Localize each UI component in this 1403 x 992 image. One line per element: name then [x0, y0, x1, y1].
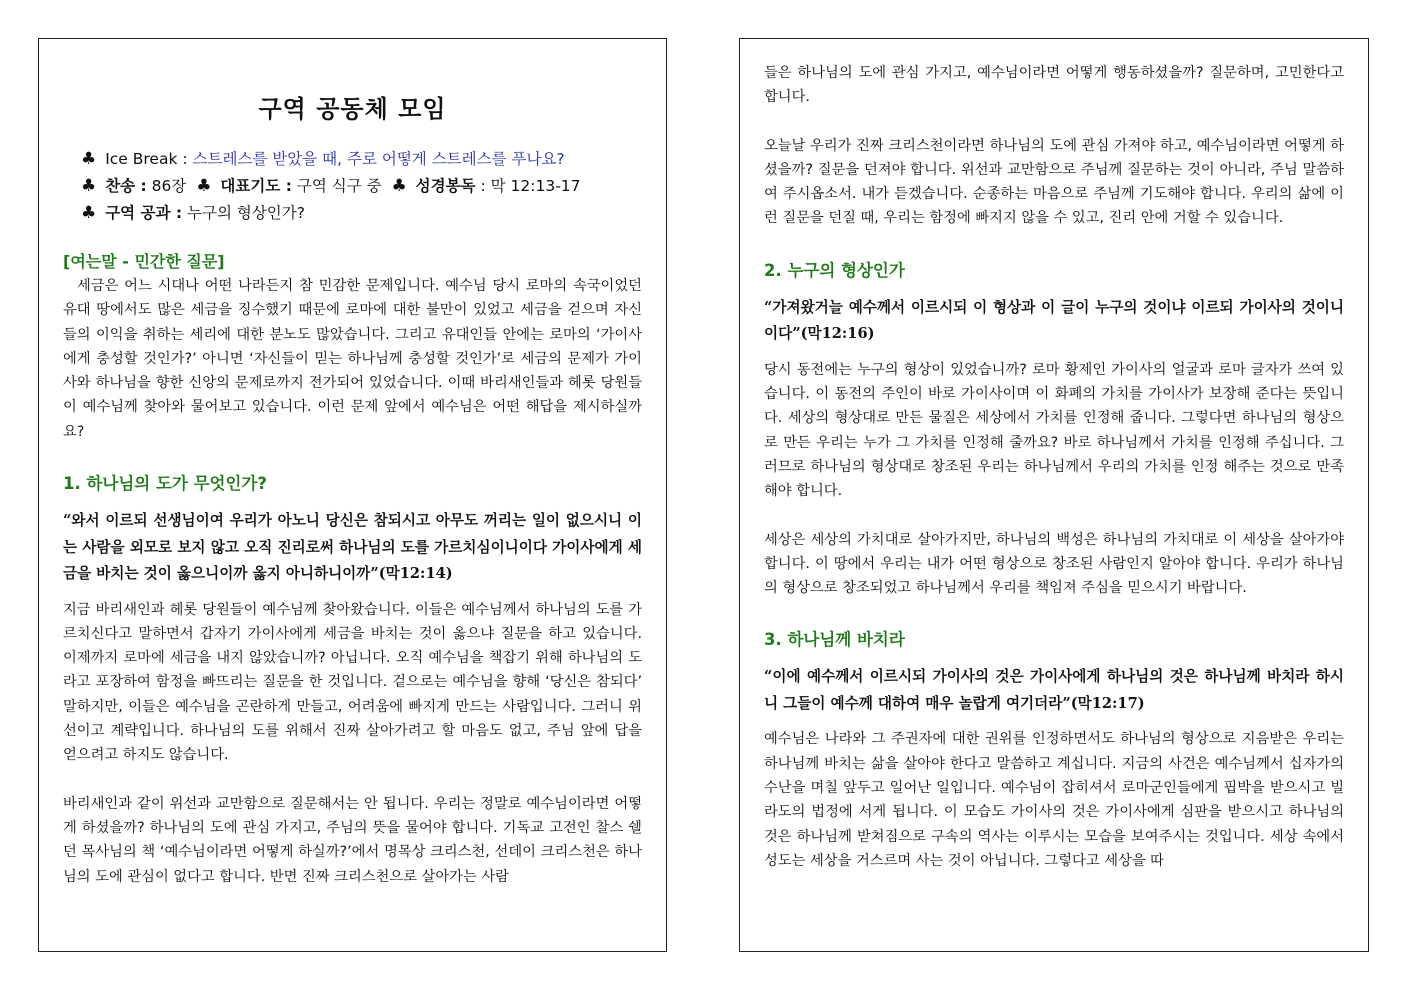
club-icon: ♣ [81, 203, 97, 223]
section-2-paragraph-1: 당시 동전에는 누구의 형상이 있었습니까? 로마 황제인 가이사의 얼굴과 로마 글자가 쓰여 있습니다. 이 동전의 주인이 바로 가이사이며 이 화폐의 가치를 가이사가 보장해 준다는 뜻입니다. 세상의 형상대로 만든 물질은 세상에서 가치를 인정해 줍니다. 그렇다면 하나님의 형상으로 만든 우리는 누가 그 가치를 인정해 줄까요? 바로 하나님께서 가치를 인정해 주십니다. 그러므로 하나님의 형상대로 창조된 우리는 하나님께서 우리의 가치를 인정 해주는 것으로 만족해야 합니다. [764, 361, 1344, 500]
opening-heading: [여는말 - 민간한 질문] [63, 252, 225, 271]
lesson-line [81, 200, 642, 227]
lesson-label: 구역 공과 : [105, 204, 183, 222]
left-page [38, 38, 667, 952]
right-page [739, 38, 1369, 952]
section-3-quote: “이에 예수께서 이르시되 가이사의 것은 가이사에게 하나님의 것은 하나님께 바치라 하시니 그들이 예수께 대하여 매우 놀랍게 여기더라”(막12:17) [764, 668, 1344, 712]
section-1-quote: “와서 이르되 선생님이여 우리가 아노니 당신은 참되시고 아무도 꺼리는 일이 없으시니 이는 사람을 외모로 보지 않고 오직 진리로써 하나님의 도를 가르치심이니이다 가이사에게 세금을 바치는 것이 옳으니이까 옳지 아니하니이까”(막12:14) [63, 512, 642, 583]
meeting-info [63, 146, 642, 227]
reading-label: 성경봉독 [415, 177, 476, 195]
lesson-value: 누구의 형상인가? [187, 204, 305, 222]
prayer-label: 대표기도 : [220, 177, 292, 195]
continued-paragraph-1: 들은 하나님의 도에 관심 가지고, 예수님이라면 어떻게 행동하셨을까? 질문하며, 고민한다고 합니다. [764, 65, 1344, 106]
club-icon: ♣ [81, 176, 97, 196]
club-icon: ♣ [81, 149, 97, 169]
club-icon: ♣ [196, 176, 212, 196]
section-2-heading: 2. 누구의 형상인가 [764, 260, 905, 280]
section-2-quote: “가져왔거늘 예수께서 이르시되 이 형상과 이 글이 누구의 것이냐 이르되 가이사의 것이니이다”(막12:16) [764, 298, 1344, 343]
section-3-heading: 3. 하나님께 바치라 [764, 630, 905, 650]
hymn-value: 86장 [151, 177, 187, 195]
opening-paragraph: 세금은 어느 시대나 어떤 나라든지 참 민감한 문제입니다. 예수님 당시 로마의 속국이었던 유대 땅에서도 많은 세금을 징수했기 때문에 로마에 대한 불만이 있었고 세금을 걷으며 자신들의 이익을 취하는 세리에 대한 분노도 많았습니다. 그리고 유대인들 안에는 로마의 ‘가이사에게 충성할 것인가?’ 아니면 ‘자신들이 믿는 하나님께 충성할 것인가’로 세금의 문제가 가이사와 하나님을 향한 신앙의 문제로까지 전가되어 있었습니다. 이때 바리새인들과 헤롯 당원들이 예수님께 찾아와 물어보고 있습니다. 이런 문제 앞에서 예수님은 어떤 해답을 제시하실까요? [63, 278, 642, 440]
section-1-paragraph-1: 지금 바리새인과 헤롯 당원들이 예수님께 찾아왔습니다. 이들은 예수님께서 하나님의 도를 가르치신다고 말하면서 갑자기 가이사에게 세금을 바치는 것이 옳으냐 질문을 하고 있습니다. 이제까지 로마에 세금을 내지 않았습니까? 아닙니다. 오직 예수님을 책잡기 위해 하나님의 도라고 포장하여 함정을 빠뜨리는 질문을 한 것입니다. 겉으로는 예수님을 향해 ‘당신은 참되다’ 말하지만, 이들은 예수님을 곤란하게 만들고, 어려움에 빠지게 만드는 사람입니다. 그러니 위선이고 계략입니다. 하나님의 도를 위해서 진짜 살아가려고 할 마음도 없고, 주님 앞에 답을 얻으려고 하지도 않습니다. [63, 601, 642, 764]
section-1-paragraph-2: 바리새인과 같이 위선과 교만함으로 질문해서는 안 됩니다. 우리는 정말로 예수님이라면 어떻게 하셨을까? 하나님의 도에 관심 가지고, 주님의 뜻을 물어야 합니다. 기독교 고전인 찰스 쉘던 목사님의 책 ‘예수님이라면 어떻게 하실까?’에서 명목상 크리스천, 선데이 크리스천은 하나님의 도에 관심이 없다고 합니다. 반면 진짜 크리스천으로 살아가는 사람 [63, 795, 642, 885]
page-title: 구역 공동체 모임 [258, 95, 447, 123]
reading-value: 막 12:13-17 [490, 177, 581, 195]
icebreak-text: 스트레스를 받았을 때, 주로 어떻게 스트레스를 푸나요? [192, 150, 565, 168]
section-1-heading: 1. 하나님의 도가 무엇인가? [63, 474, 267, 494]
prayer-value: 구역 식구 중 [296, 177, 382, 195]
section-2-paragraph-2: 세상은 세상의 가치대로 살아가지만, 하나님의 백성은 하나님의 가치대로 이 세상을 살아가야 합니다. 이 땅에서 우리는 내가 어떤 형상으로 창조된 사람인지 알아야 합니다. 우리가 하나님의 형상으로 창조되었고 하나님께서 우리를 책임져 주심을 믿으시기 바랍니다. [764, 531, 1344, 597]
hymn-label: 찬송 : [105, 177, 147, 195]
section-3-paragraph-1: 예수님은 나라와 그 주권자에 대한 권위를 인정하면서도 하나님의 형상으로 지음받은 우리는 하나님께 바치는 삶을 살아야 한다고 말씀하고 계십니다. 지금의 사건은 예수님께서 십자가의 수난을 며칠 앞두고 일어난 일입니다. 예수님이 잡히셔서 로마군인들에게 핍박을 받으시고 빌라도의 법정에 서게 됩니다. 이 모습도 가이사의 것은 가이사에게 심판을 받으시고 하나님의 것은 하나님께 받쳐짐으로 구속의 역사는 이루시는 모습을 보여주시는 것입니다. 세상 속에서 성도는 세상을 거스르며 사는 것이 아닙니다. 그렇다고 세상을 따 [764, 731, 1344, 869]
icebreak-label: Ice Break [105, 150, 178, 168]
continued-paragraph-2: 오늘날 우리가 진짜 크리스천이라면 하나님의 도에 관심 가져야 하고, 예수님이라면 어떻게 하셨을까? 질문을 던져야 합니다. 위선과 교만함으로 주님께 질문하는 것이 아니라, 주님 말씀하여 주시옵소서. 내가 듣겠습니다. 순종하는 마음으로 주님께 기도해야 합니다. 우리의 삶에 이런 질문을 던질 때, 우리는 함정에 빠지지 않을 수 있고, 진리 안에 거할 수 있습니다. [764, 137, 1344, 227]
icebreak-line: ♣ Ice Break : 스트레스를 받았을 때, 주로 어떻게 스트레스를 푸나요? [81, 149, 565, 169]
club-icon: ♣ [391, 176, 407, 196]
service-line: ♣ 찬송 : 86장 ♣ 대표기도 : 구역 식구 중 ♣ 성경봉독 : 막 12:13-17 [81, 176, 581, 196]
